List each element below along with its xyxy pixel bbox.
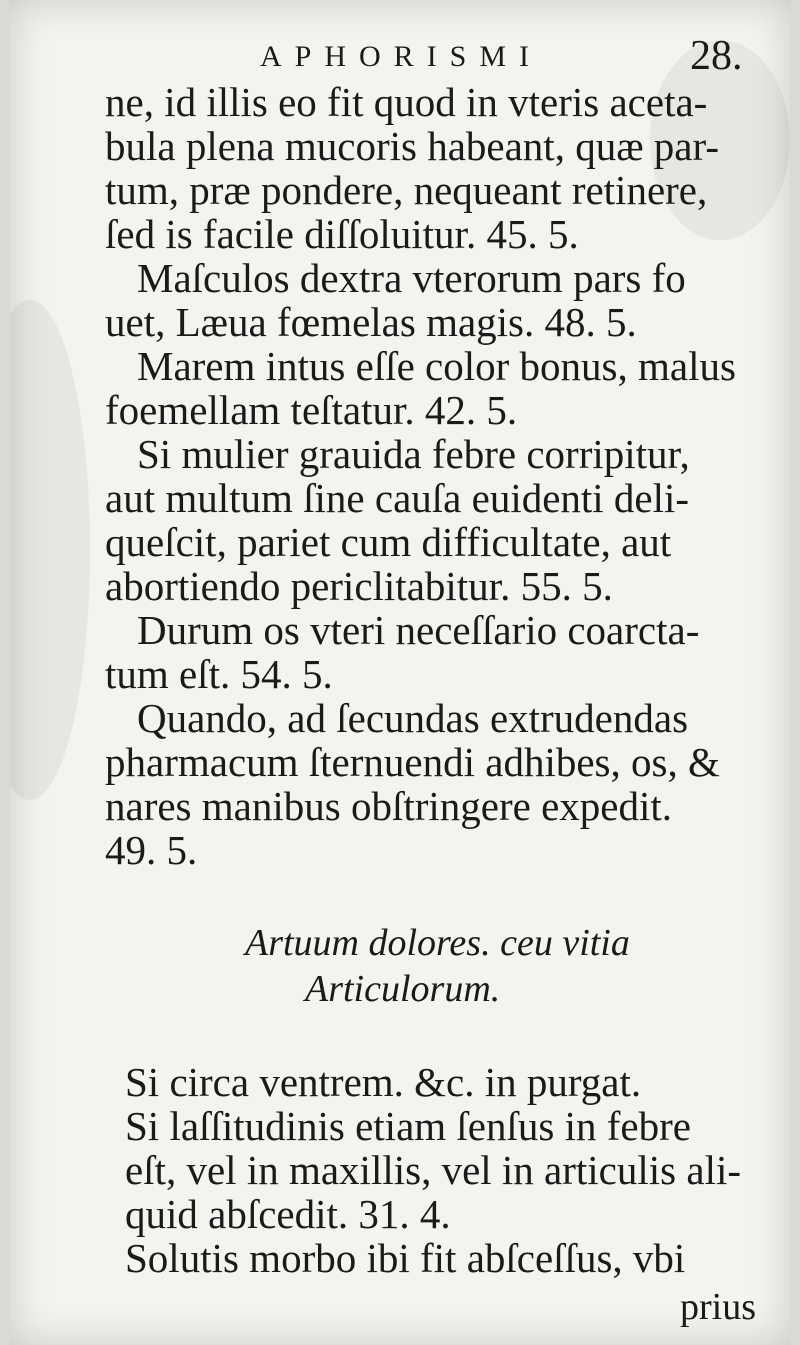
- text-line: Maſculos dextra vterorum pars fo: [137, 255, 686, 301]
- text-line: pharmacum ſternuendi adhibes, os, &: [105, 739, 720, 785]
- text-line: Si laſſitudinis etiam ſenſus in febre: [125, 1103, 691, 1149]
- text-line: tum, præ pondere, nequeant retinere,: [105, 167, 708, 213]
- book-page: [10, 0, 790, 1345]
- section-heading-line: Articulorum.: [305, 968, 501, 1010]
- text-line: tum eſt. 54. 5.: [105, 651, 333, 697]
- text-line: Durum os vteri neceſſario coarcta-: [137, 607, 700, 653]
- main-text-block: [105, 80, 770, 872]
- text-line: Si mulier grauida febre corripitur,: [137, 431, 690, 477]
- text-line: Si circa ventrem. &c. in purgat.: [125, 1059, 642, 1105]
- text-line: Marem intus eſſe color bonus, malus: [137, 343, 736, 389]
- text-line: uet, Læua fœmelas magis. 48. 5.: [105, 299, 637, 345]
- page-number: 28.: [690, 33, 743, 79]
- text-line: abortiendo periclitabitur. 55. 5.: [105, 563, 613, 609]
- text-line: Solutis morbo ibi fit abſceſſus, vbi: [125, 1235, 686, 1281]
- text-line: quid abſcedit. 31. 4.: [125, 1191, 451, 1237]
- text-line: ne, id illis eo fit quod in vteris aceta-: [105, 79, 708, 125]
- text-line: foemellam teſtatur. 42. 5.: [105, 387, 518, 433]
- text-line: queſcit, pariet cum difficultate, aut: [105, 519, 672, 565]
- catchword: prius: [680, 1286, 756, 1328]
- text-line: eſt, vel in maxillis, vel in articulis ali-: [125, 1147, 742, 1193]
- text-line: ſed is facile diſſoluitur. 45. 5.: [105, 211, 579, 257]
- second-text-block: [125, 1060, 775, 1280]
- running-head: APHORISMI: [260, 40, 543, 73]
- page-header: [10, 30, 790, 80]
- text-line: Quando, ad ſecundas extrudendas: [137, 695, 689, 741]
- text-line: nares manibus obſtringere expedit.: [105, 783, 672, 829]
- text-line: bula plena mucoris habeant, quæ par-: [105, 123, 719, 169]
- text-line: 49. 5.: [105, 827, 198, 873]
- paper-stain: [10, 300, 90, 800]
- section-heading-line: Artuum dolores. ceu vitia: [245, 922, 630, 964]
- text-line: aut multum ſine cauſa euidenti deli-: [105, 475, 690, 521]
